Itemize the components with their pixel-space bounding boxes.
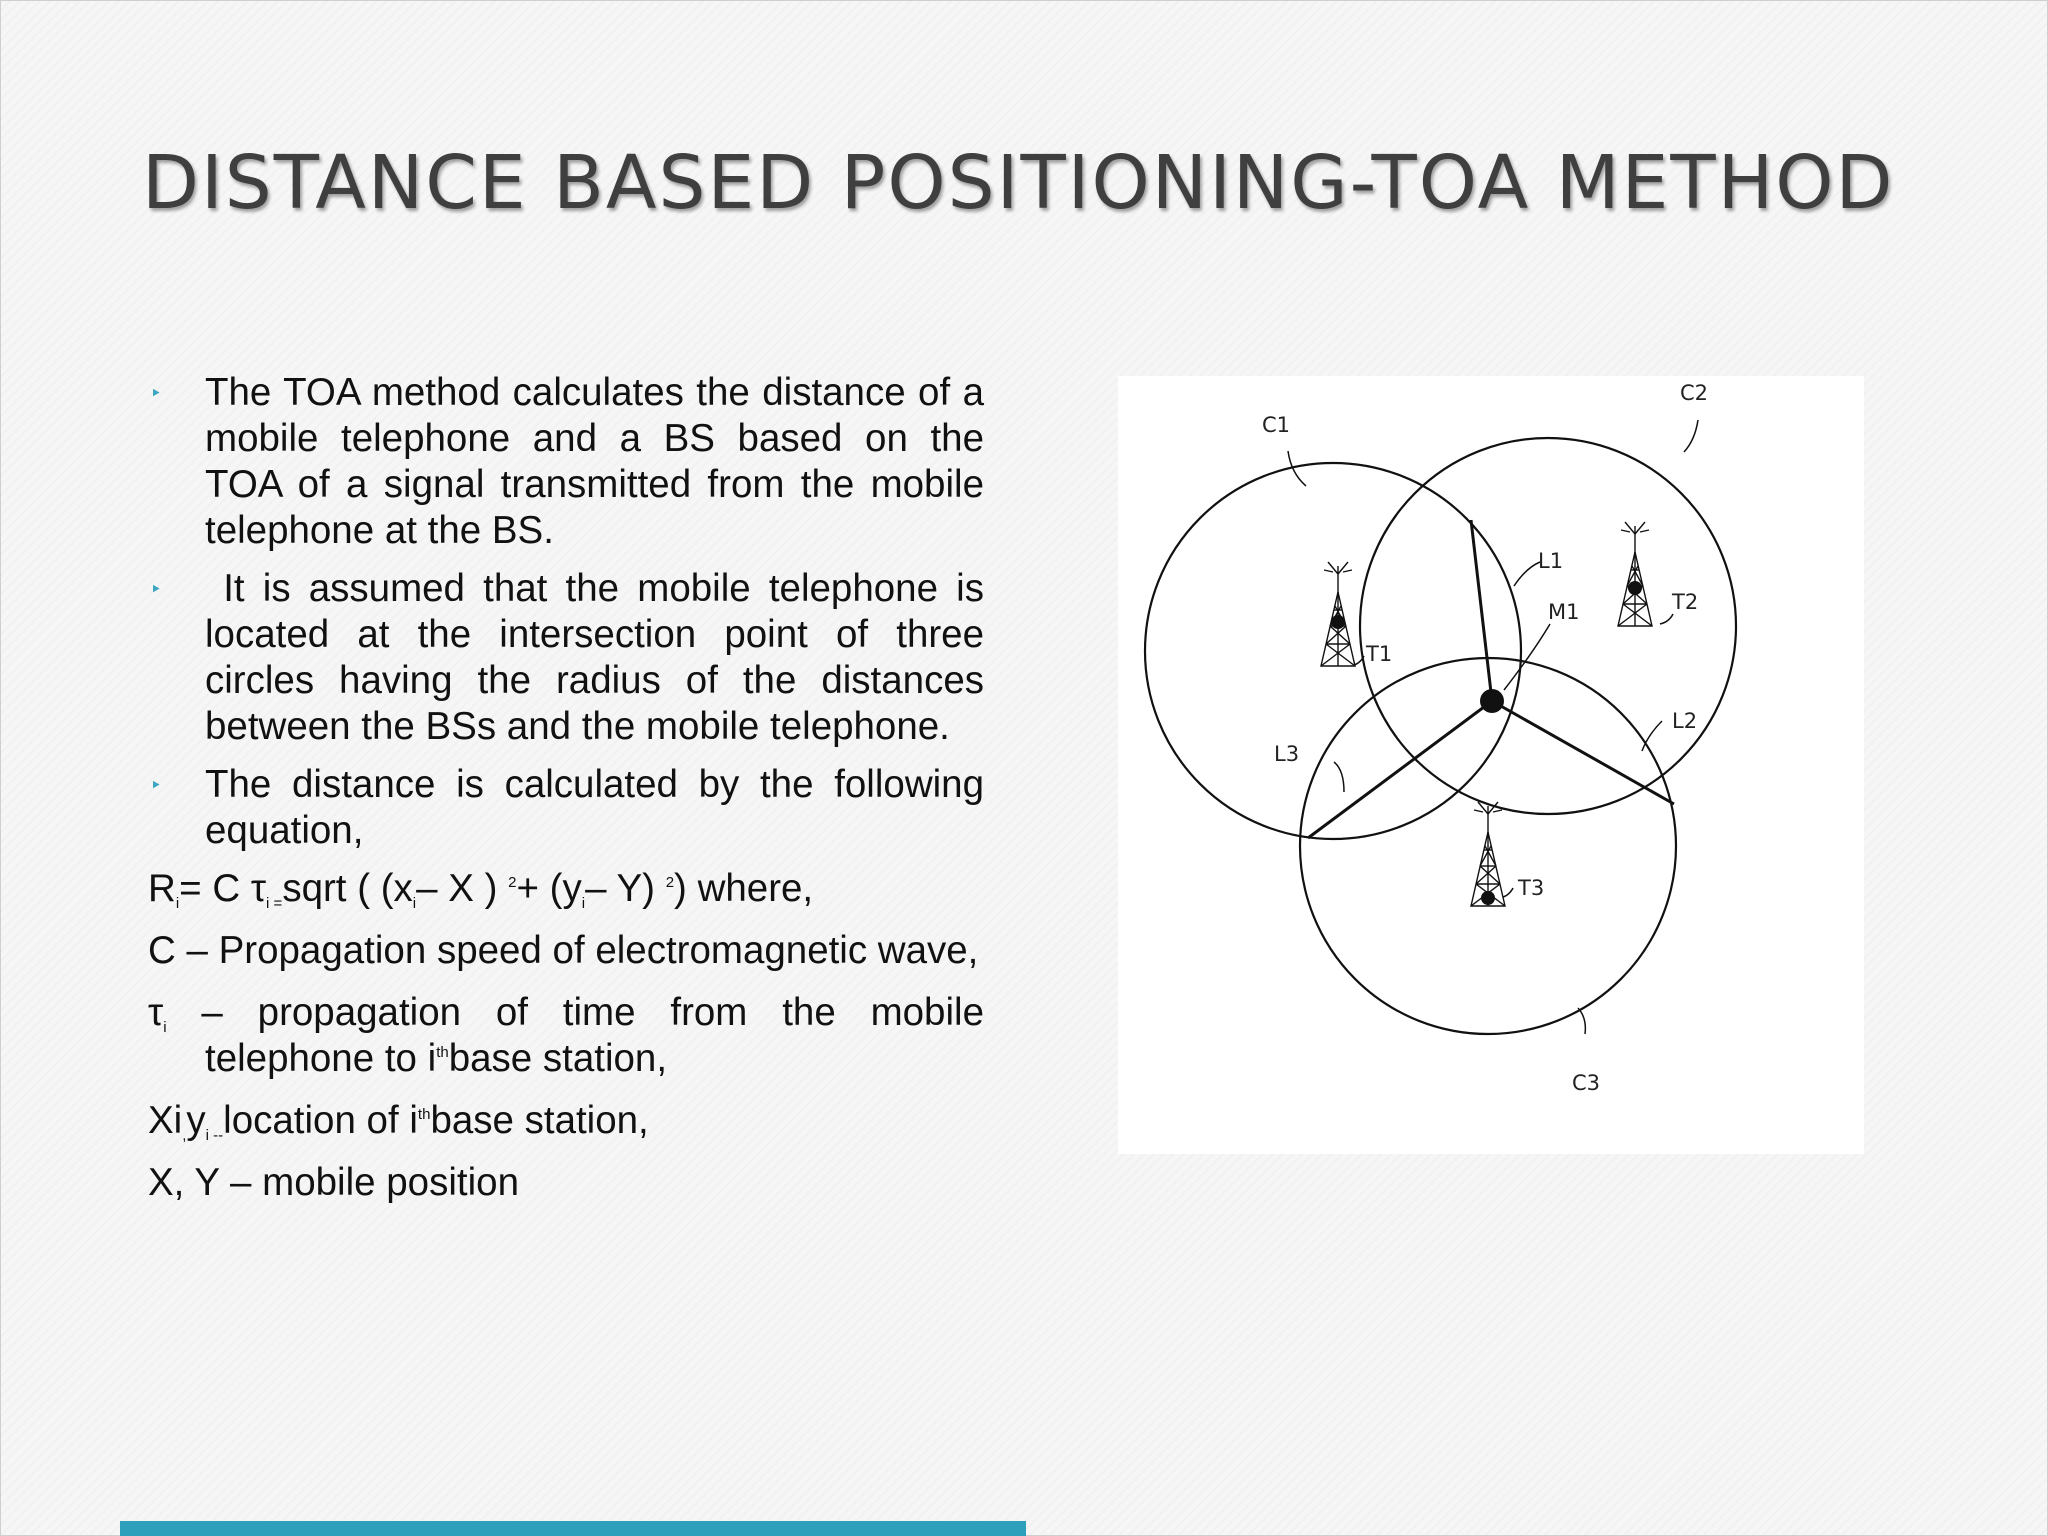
definition-part: base station, [448,1037,668,1080]
callout-l2 [1642,721,1662,751]
tower-icon [1471,802,1505,906]
definition-mobile: X, Y – mobile position [148,1161,519,1204]
slide-title: DISTANCE BASED POSITIONING-TOA METHOD [142,140,1895,226]
callout-c2 [1684,420,1698,452]
definition-subscript: i [163,1019,167,1036]
definition-xy [148,1098,984,1144]
callout-l1 [1514,562,1540,586]
label-t2: T2 [1672,590,1699,614]
equation-line [148,866,984,912]
label-t3: T3 [1518,876,1545,900]
definition-part: location of i [223,1099,418,1142]
bullet-text: The TOA method calculates the distance of a mobile telephone and a BS based on the TOA of a signal transmitted from the mobile telephone at the BS. [205,371,984,552]
definition-part: Xi [148,1099,183,1142]
definition-part: τ [148,991,164,1034]
bullet-marker-icon: ‣ [150,775,162,797]
equation-part: sqrt ( (x [282,867,413,910]
equation-subscript: i [581,895,586,912]
toa-diagram [1118,376,1864,1154]
label-c2: C2 [1680,381,1709,405]
bullet-item [148,762,984,854]
label-c3: C3 [1572,1071,1601,1095]
bullet-marker-icon: ‣ [150,383,162,405]
definition-part: y [186,1099,206,1142]
equation-part: ) where, [674,867,814,910]
definition-tau [148,990,984,1082]
equation-superscript: 2 [665,874,675,891]
label-t1: T1 [1366,642,1393,666]
label-c1: C1 [1262,413,1291,437]
label-l2: L2 [1672,709,1698,733]
callout-t2 [1660,614,1673,624]
line-l2 [1492,701,1674,804]
callout-l3 [1334,762,1344,792]
tower-icon [1618,522,1652,626]
definition-subscript: , [182,1127,187,1144]
definition-superscript: th [417,1106,431,1123]
label-l1: L1 [1538,549,1564,573]
equation-superscript: 2 [508,874,517,891]
equation-part: – X ) [416,867,509,910]
line-l3 [1308,701,1492,838]
toa-diagram-svg [1118,376,1864,1154]
tower-icon [1321,562,1355,666]
callout-m1 [1504,624,1550,690]
bullet-text: It is assumed that the mobile telephone is located at the intersection point of three circles having the radius of the distances between the BSs and the mobile telephone. [205,567,995,748]
bullet-marker-icon: ‣ [150,579,162,601]
definition-part: base station, [430,1099,649,1142]
bullet-text: The distance is calculated by the following equation, [205,763,984,852]
definition-c: C – Propagation speed of electromagnetic wave, [148,929,979,972]
mobile-m1-dot [1480,689,1504,713]
equation-part: + (y [516,867,582,910]
equation-subscript: i = [266,895,283,912]
label-m1: M1 [1548,600,1580,624]
label-l3: L3 [1274,742,1300,766]
equation-part: – Y) [585,867,666,910]
definition-superscript: th [436,1044,449,1061]
equation-part: = C τ [179,867,267,910]
bullet-item [148,566,995,750]
equation-subscript: i [175,895,180,912]
equation-subscript: i [412,895,417,912]
definition-subscript: i -- [205,1127,224,1144]
callout-c3 [1578,1008,1585,1034]
accent-bar [120,1521,1026,1536]
bullet-item [148,370,984,554]
body-text [148,370,995,1218]
definition-part: – propagation of time from the mobile telephone to i [166,991,984,1080]
equation-part: R [148,867,176,910]
